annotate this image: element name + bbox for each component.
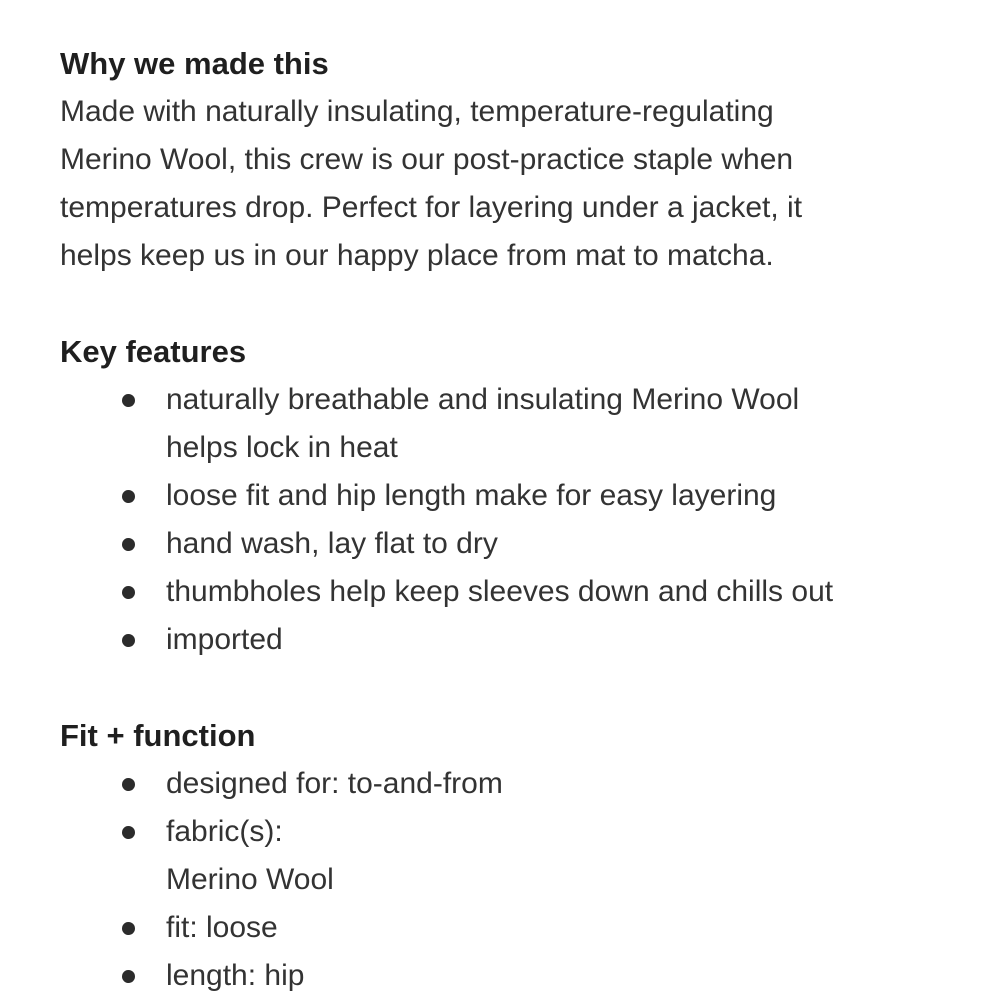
list-item [60, 520, 940, 568]
bullet-icon [122, 826, 135, 839]
bullet-icon [122, 970, 135, 983]
list-item [60, 568, 940, 616]
key-features-section [60, 328, 940, 664]
section-spacer [60, 280, 940, 328]
list-item-text-continued: Merino Wool [166, 863, 334, 896]
why-line: temperatures drop. Perfect for layering under a jacket, it [60, 191, 803, 224]
list-item-text: thumbholes help keep sleeves down and chills out [166, 575, 834, 608]
list-item-text: loose fit and hip length make for easy layering [166, 479, 777, 512]
fit-function-list [60, 760, 940, 1000]
list-item [60, 760, 940, 808]
list-item-text: fit: loose [166, 911, 278, 944]
list-item [60, 952, 940, 1000]
fit-function-heading: Fit + function [60, 718, 256, 753]
list-item [60, 376, 940, 472]
list-item-text: hand wash, lay flat to dry [166, 527, 498, 560]
key-features-heading: Key features [60, 334, 247, 369]
why-line: Merino Wool, this crew is our post-practice staple when [60, 143, 794, 176]
why-line: Made with naturally insulating, temperature-regulating [60, 95, 774, 128]
bullet-icon [122, 586, 135, 599]
list-item [60, 616, 940, 664]
key-features-list [60, 376, 940, 664]
why-line: helps keep us in our happy place from mat to matcha. [60, 239, 774, 272]
why-heading: Why we made this [60, 46, 329, 81]
why-we-made-this-section [60, 40, 940, 280]
fit-function-section [60, 712, 940, 1000]
list-item [60, 904, 940, 952]
bullet-icon [122, 778, 135, 791]
list-item-text: naturally breathable and insulating Merino Wool [166, 383, 800, 416]
list-item-text: designed for: to-and-from [166, 767, 503, 800]
list-item-text: fabric(s): [166, 815, 283, 848]
list-item-text-continued: helps lock in heat [166, 431, 398, 464]
list-item-text: length: hip [166, 959, 305, 992]
bullet-icon [122, 394, 135, 407]
bullet-icon [122, 490, 135, 503]
list-item [60, 472, 940, 520]
list-item [60, 808, 940, 904]
why-description [60, 88, 940, 280]
bullet-icon [122, 634, 135, 647]
bullet-icon [122, 922, 135, 935]
bullet-icon [122, 538, 135, 551]
list-item-text: imported [166, 623, 283, 656]
section-spacer [60, 664, 940, 712]
